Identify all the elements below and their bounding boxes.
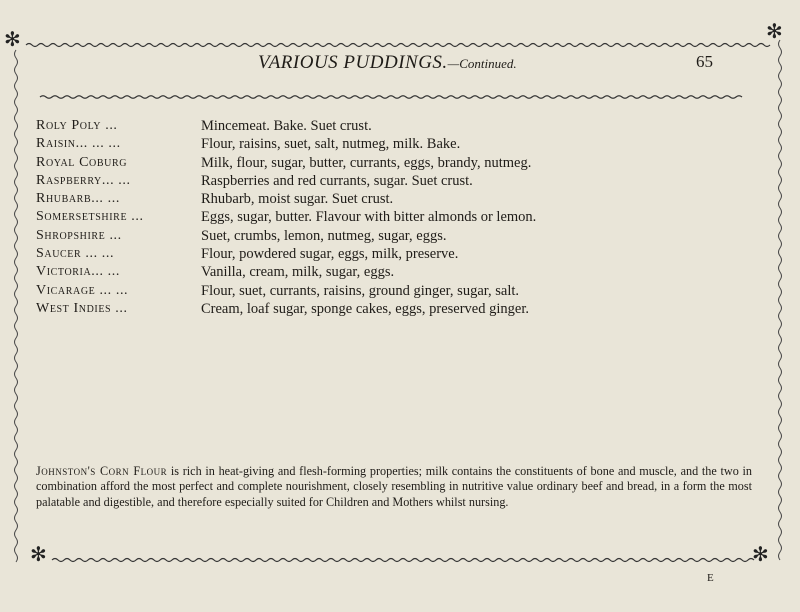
recipe-description: Flour, raisins, suet, salt, nutmeg, milk. Bake.: [201, 136, 461, 153]
list-item: [36, 154, 766, 172]
list-item: [36, 227, 766, 245]
top-ornament-rule: [0, 38, 800, 52]
recipe-name: Vicarage ... ...: [36, 282, 129, 298]
recipe-description: Cream, loaf sugar, sponge cakes, eggs, preserved ginger.: [201, 300, 529, 317]
list-item: [36, 300, 766, 318]
recipe-name: Roly Poly ...: [36, 118, 118, 133]
recipe-name: Shropshire ...: [36, 227, 122, 243]
recipe-description: Raspberries and red currants, sugar. Suet crust.: [201, 172, 473, 189]
list-item: [36, 117, 766, 135]
running-title: VARIOUS PUDDINGS.—Continued.: [258, 52, 517, 73]
bottom-ornament-rule: [0, 553, 800, 567]
list-item: [36, 282, 766, 300]
recipe-list: [36, 117, 766, 318]
recipe-name: West Indies ...: [36, 300, 128, 316]
recipe-description: Mincemeat. Bake. Suet crust.: [201, 118, 372, 134]
corner-flourish-icon: ✻: [4, 29, 21, 51]
header-ornament-rule: [0, 90, 800, 104]
signature-mark: E: [707, 572, 714, 584]
list-item: [36, 135, 766, 153]
advertisement-footnote: [36, 464, 752, 510]
list-item: [36, 172, 766, 190]
recipe-name: Victoria... ...: [36, 264, 120, 280]
recipe-description: Flour, powdered sugar, eggs, milk, preserve.: [201, 246, 459, 263]
brand-name: Johnston's Corn Flour: [36, 464, 168, 478]
recipe-name: Rhubarb... ...: [36, 191, 120, 207]
recipe-description: Flour, suet, currants, raisins, ground ginger, sugar, salt.: [201, 282, 520, 299]
recipe-name: Saucer ... ...: [36, 246, 115, 262]
footnote-text: is rich in heat-giving and flesh-forming properties; milk contains the constituents of bone and muscle, and the two in combination afford the most perfect and complete nourishment, closely resembling in nutritive value ordinary beef and bread, in a form the most palatable and digestible, and therefore especially suited for Children and Mothers whilst nursing.: [36, 464, 752, 509]
list-item: [36, 190, 766, 208]
page-number: 65: [696, 52, 713, 71]
page-header: [0, 52, 800, 82]
right-ornament-rule: [774, 0, 786, 612]
recipe-description: Suet, crumbs, lemon, nutmeg, sugar, eggs.: [201, 227, 447, 244]
recipe-name: Raspberry... ...: [36, 172, 131, 188]
corner-flourish-icon: ✻: [30, 544, 47, 566]
left-ornament-rule: [10, 0, 22, 612]
corner-flourish-icon: ✻: [766, 21, 783, 43]
recipe-name: Royal Coburg: [36, 154, 128, 170]
recipe-description: Eggs, sugar, butter. Flavour with bitter almonds or lemon.: [201, 209, 537, 226]
recipe-description: Vanilla, cream, milk, sugar, eggs.: [201, 264, 395, 281]
recipe-description: Rhubarb, moist sugar. Suet crust.: [201, 191, 394, 208]
recipe-description: Milk, flour, sugar, butter, currants, eggs, brandy, nutmeg.: [201, 154, 532, 171]
recipe-name: Raisin... ... ...: [36, 136, 121, 152]
list-item: [36, 245, 766, 263]
corner-flourish-icon: ✻: [752, 544, 769, 566]
list-item: [36, 263, 766, 281]
recipe-name: Somersetshire ...: [36, 209, 144, 225]
list-item: [36, 208, 766, 226]
